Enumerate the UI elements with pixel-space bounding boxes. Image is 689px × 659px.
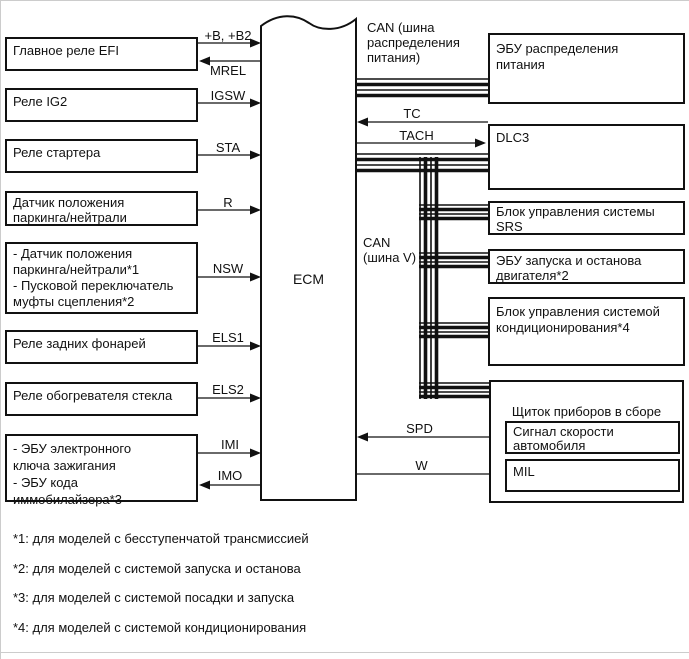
module-box-ac-ecu: Блок управления системой кондиционирования*4 — [488, 297, 685, 366]
module-box-pnp-sensor: Датчик положения паркинга/нейтрали — [5, 191, 198, 226]
signal-label-nsw: NSW — [212, 261, 244, 276]
signal-label-els2: ELS2 — [212, 382, 244, 397]
module-box-ig2-relay: Реле IG2 — [5, 88, 198, 122]
module-box-dlc3: DLC3 — [488, 124, 685, 190]
module-box-starter-relay: Реле стартера — [5, 139, 198, 173]
signal-label-tach: TACH — [399, 128, 434, 143]
footnote-4: *4: для моделей с системой кондиционирования — [13, 620, 307, 635]
can-power-bus-label: CAN (шина распределения питания) — [367, 20, 460, 65]
signal-label-r: R — [223, 195, 233, 210]
signal-label-imi: IMI — [220, 437, 240, 452]
signal-label-spd: SPD — [406, 421, 433, 436]
module-box-immobiliser: - ЭБУ электронного ключа зажигания - ЭБУ кода иммобилайзера*3 — [5, 434, 198, 502]
module-box-pnp-clutch-switch: - Датчик положения паркинга/нейтрали*1 - Пусковой переключатель муфты сцепления*2 — [5, 242, 198, 314]
signal-label-igsw: IGSW — [210, 88, 246, 103]
signal-label-imo: IMO — [217, 468, 243, 483]
can-bus-branch-ac — [419, 323, 488, 337]
can-bus-branch-srs — [419, 205, 488, 219]
signal-label-sta: STA — [215, 140, 241, 155]
module-box-taillight-relay: Реле задних фонарей — [5, 330, 198, 364]
module-box-defogger-relay: Реле обогревателя стекла — [5, 382, 198, 416]
signal-label-w: W — [415, 458, 428, 473]
ecm-label: ECM — [292, 271, 325, 287]
module-box-mil: MIL — [505, 459, 680, 492]
signal-label-els1: ELS1 — [212, 330, 244, 345]
instrument-cluster-title: Щиток приборов в сборе — [511, 404, 662, 419]
signal-label-b: +B, +B2 — [204, 28, 252, 43]
signal-label-mrel: MREL — [209, 63, 247, 78]
module-box-start-stop-ecu: ЭБУ запуска и останова двигателя*2 — [488, 249, 685, 284]
can-bus-power-distribution — [356, 79, 488, 96]
ecm-box-outline — [261, 16, 356, 500]
signal-label-tc: TC — [403, 106, 421, 121]
can-bus-branch-cluster — [419, 383, 489, 397]
can-bus-v-horizontal — [356, 154, 488, 171]
can-v-bus-label: CAN (шина V) — [363, 235, 417, 265]
module-box-vehicle-speed-signal: Сигнал скорости автомобиля — [505, 421, 680, 454]
footnote-2: *2: для моделей с системой запуска и останова — [13, 561, 301, 576]
module-box-srs: Блок управления системы SRS — [488, 201, 685, 235]
footnote-3: *3: для моделей с системой посадки и запуска — [13, 590, 295, 605]
module-box-efi-main-relay: Главное реле EFI — [5, 37, 198, 71]
can-bus-v-rail — [420, 157, 437, 399]
footnote-1: *1: для моделей с бесступенчатой трансмиссией — [13, 531, 309, 546]
module-box-power-distribution-ecu: ЭБУ распределения питания — [488, 33, 685, 104]
